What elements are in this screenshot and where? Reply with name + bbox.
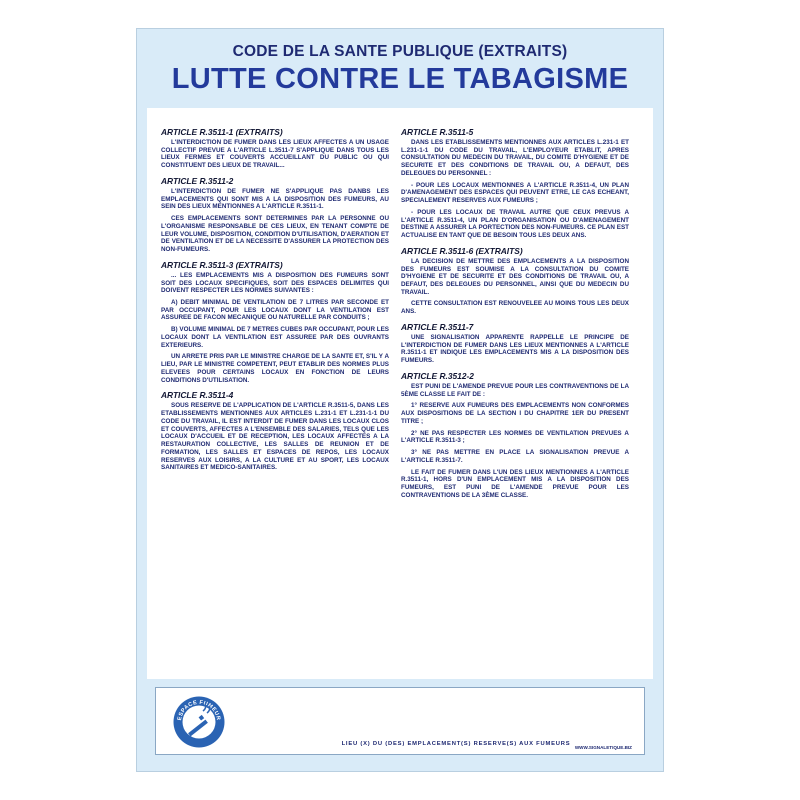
article-heading: ARTICLE R.3512-2 bbox=[401, 370, 474, 381]
smoking-area-box bbox=[155, 687, 645, 755]
article-paragraph: SOUS RESERVE DE L'APPLICATION DE L'ARTICLE R.3511-5, DANS LES ETABLISSEMENTS MENTIONNES AUX ARTICLES L.231-1 ET L.231-1-1 DU CODE DU TRAVAIL, IL EST INTERDIT DE FUMER DANS LES LOCAUX CLOS ET COUVERTS, AFFECTES A L'ENSEMBLE DES SALARIES, TELS QUE LES LOCAUX D'ACCUEIL ET DE RECEPTION, LES LOCAUX AFFECTES A LA RESTAURATION COLLECTIVE, LES SALLES DE REUNION ET DE FORMATION, LES SALLES ET ESPACES DE REPOS, LES LOCAUX RESERVES AUX LOISIRS, A LA CULTURE ET AU SPORT, LES LOCAUX SANITAIRES ET MEDICO-SANITAIRES. bbox=[161, 402, 389, 472]
article-section bbox=[401, 371, 629, 500]
article-section bbox=[161, 127, 389, 170]
article-paragraph: LE FAIT DE FUMER DANS L'UN DES LIEUX MENTIONNES A L'ARTICLE R.3511-1, HORS D'UN EMPLACEMENT MIS A LA DISPOSITION DES FUMEURS, EST PUNI DE L'AMENDE PREVUE POUR LES CONTRAVENTIONS DE LA 3ÈME CLASSE. bbox=[401, 468, 629, 499]
article-paragraph: 2° NE PAS RESPECTER LES NORMES DE VENTILATION PREVUES A L'ARTICLE R.3511-3 ; bbox=[401, 429, 629, 445]
article-paragraph: ... LES EMPLACEMENTS MIS A DISPOSITION DES FUMEURS SONT SOIT DES LOCAUX SPECIFIQUES, SOIT DES ESPACES DELIMITES QUI DOIVENT RESPECTER LES NORMES SUIVANTES : bbox=[161, 271, 389, 295]
article-section bbox=[401, 322, 629, 365]
article-section bbox=[401, 246, 629, 316]
article-paragraph: DANS LES ETABLISSEMENTS MENTIONNES AUX ARTICLES L.231-1 ET L.231-1-1 DU CODE DU TRAVAIL, L'EMPLOYEUR ETABLIT, APRES CONSULTATION DU MEDECIN DU TRAVAIL, DU COMITE D'HYGIENE ET DE SECURITE ET DES CONDITIONS DE TRAVAIL OU, A DEFAUT, DES DELEGUES DU PERSONNEL : bbox=[401, 139, 629, 177]
smoking-area-location-label: LIEU (X) DU (DES) EMPLACEMENT(S) RESERVE(S) AUX FUMEURS bbox=[341, 741, 571, 747]
articles-column-left bbox=[161, 127, 389, 478]
website-credit: WWW.SIGNALETIQUE.BIZ bbox=[574, 745, 632, 750]
article-heading: ARTICLE R.3511-3 (EXTRAITS) bbox=[161, 259, 283, 270]
article-section bbox=[161, 176, 389, 254]
article-paragraph: UNE SIGNALISATION APPARENTE RAPPELLE LE PRINCIPE DE L'INTERDICTION DE FUMER DANS LES LIEUX MENTIONNES A L'ARTICLE R.3511-1 ET INDIQUE LES EMPLACEMENTS MIS A LA DISPOSITION DES FUMEURS. bbox=[401, 333, 629, 365]
article-section bbox=[161, 260, 389, 385]
article-paragraph: CETTE CONSULTATION EST RENOUVELEE AU MOINS TOUS LES DEUX ANS. bbox=[401, 300, 629, 316]
article-heading: ARTICLE R.3511-7 bbox=[401, 321, 474, 332]
article-heading: ARTICLE R.3511-4 bbox=[161, 390, 234, 401]
article-paragraph: L'INTERDICTION DE FUMER DANS LES LIEUX AFFECTES A UN USAGE COLLECTIF PREVUE A L'ARTICLE L.3511-7 S'APPLIQUE DANS TOUS LES LIEUX FERMES ET COUVERTS ACCUEILLANT DU PUBLIC OU QUI CONSTITUENT DES LIEUX DE TRAVAIL... bbox=[161, 139, 389, 170]
article-paragraph: B) VOLUME MINIMAL DE 7 METRES CUBES PAR OCCUPANT, POUR LES LOCAUX DONT LA VENTILATION EST ASSUREE PAR DES OUVRANTS EXTERIEURS. bbox=[161, 326, 389, 349]
article-paragraph: L'INTERDICTION DE FUMER NE S'APPLIQUE PAS DANBS LES EMPLACEMENTS QUI SONT MIS A LA DISPOSITION DES FUMEURS, AU SEIN DES LIEUX MENTIONNES A L'ARTICLE R.3511-1. bbox=[161, 187, 389, 211]
article-paragraph: 1° RESERVE AUX FUMEURS DES EMPLACEMENTS NON CONFORMES AUX DISPOSITIONS DE LA SECTION I DU CHAPITRE 1ER DU PRESENT TITRE ; bbox=[401, 402, 629, 425]
article-paragraph: UN ARRETE PRIS PAR LE MINISTRE CHARGE DE LA SANTE ET, S'IL Y A LIEU, PAR LE MINISTRE COMPETENT, PEUT ETABLIR DES NORMES PLUS ELEVEES POUR CERTAINS LOCAUX EN FONCTION DE LEURS CONDITIONS D'UTILISATION. bbox=[161, 353, 389, 384]
article-paragraph: - POUR LES LOCAUX DE TRAVAIL AUTRE QUE CEUX PREVUS A L'ARTICLE R.3511-4, UN PLAN D'ORGANISATION OU D'AMENAGEMENT DESTINE A ASSURER LA PORTECTION DES NON-FUMEURS. CE PLAN EST ACTUALISE EN TANT QUE DE BESOIN TOUS LES DEUX ANS. bbox=[401, 208, 629, 240]
article-paragraph: - POUR LES LOCAUX MENTIONNES A L'ARTICLE R.3511-4, UN PLAN D'AMENAGEMENT DES ESPACES QUI PEUVENT ETRE, LE CAS ECHEANT, SPECIALEMENT RESERVES AUX FUMEURS ; bbox=[401, 181, 629, 205]
article-paragraph: CES EMPLACEMENTS SONT DETERMINES PAR LA PERSONNE OU L'ORGANISME RESPONSABLE DE CES LIEUX, EN TENANT COMPTE DE LEUR VOLUME, DISPOSITION, CONDITION D'UTILISATION, D'AERATION ET DE VENTILATION ET DE LA NECESSITE D'ASSURER LA PROTECTION DES NON-FUMEURS. bbox=[161, 215, 389, 254]
poster-subtitle: CODE DE LA SANTE PUBLIQUE (EXTRAITS) bbox=[232, 43, 568, 60]
article-heading: ARTICLE R.3511-2 bbox=[161, 175, 234, 186]
article-paragraph: 3° NE PAS METTRE EN PLACE LA SIGNALISATION PREVUE A L'ARTICLE R.3511-7. bbox=[401, 449, 629, 464]
poster-title: LUTTE CONTRE LE TABAGISME bbox=[171, 63, 629, 95]
poster bbox=[136, 28, 664, 772]
article-heading: ARTICLE R.3511-1 (EXTRAITS) bbox=[161, 127, 283, 137]
articles-panel bbox=[147, 108, 653, 679]
article-heading: ARTICLE R.3511-6 (EXTRAITS) bbox=[401, 245, 523, 256]
article-section bbox=[401, 127, 629, 240]
article-paragraph: A) DEBIT MINIMAL DE VENTILATION DE 7 LITRES PAR SECONDE ET PAR OCCUPANT, POUR LES LOCAUX DONT LA VENTILATION EST ASSUREE DE FACON MECANIQUE OU NATURELLE PAR CONDUITS ; bbox=[161, 299, 389, 322]
article-paragraph: LA DECISION DE METTRE DES EMPLACEMENTS A LA DISPOSITION DES FUMEURS EST SOUMISE A LA CONSULTATION DU COMITE D'HYGIENE ET DE SECURITE ET DES CONDITIONS DE TRAVAIL OU, A DEFAUT, DES DELEGUES DU PERSONNEL, AINSI QUE DU MEDECIN DU TRAVAIL. bbox=[401, 257, 629, 296]
logo-text: ESPACE FUMEUR bbox=[177, 699, 222, 722]
article-section bbox=[161, 390, 389, 472]
articles-column-right bbox=[401, 127, 629, 505]
smoking-area-logo-icon bbox=[172, 695, 226, 749]
article-heading: ARTICLE R.3511-5 bbox=[401, 127, 474, 137]
article-paragraph: EST PUNI DE L'AMENDE PREVUE POUR LES CONTRAVENTIONS DE LA 5ÈME CLASSE LE FAIT DE : bbox=[401, 382, 629, 398]
